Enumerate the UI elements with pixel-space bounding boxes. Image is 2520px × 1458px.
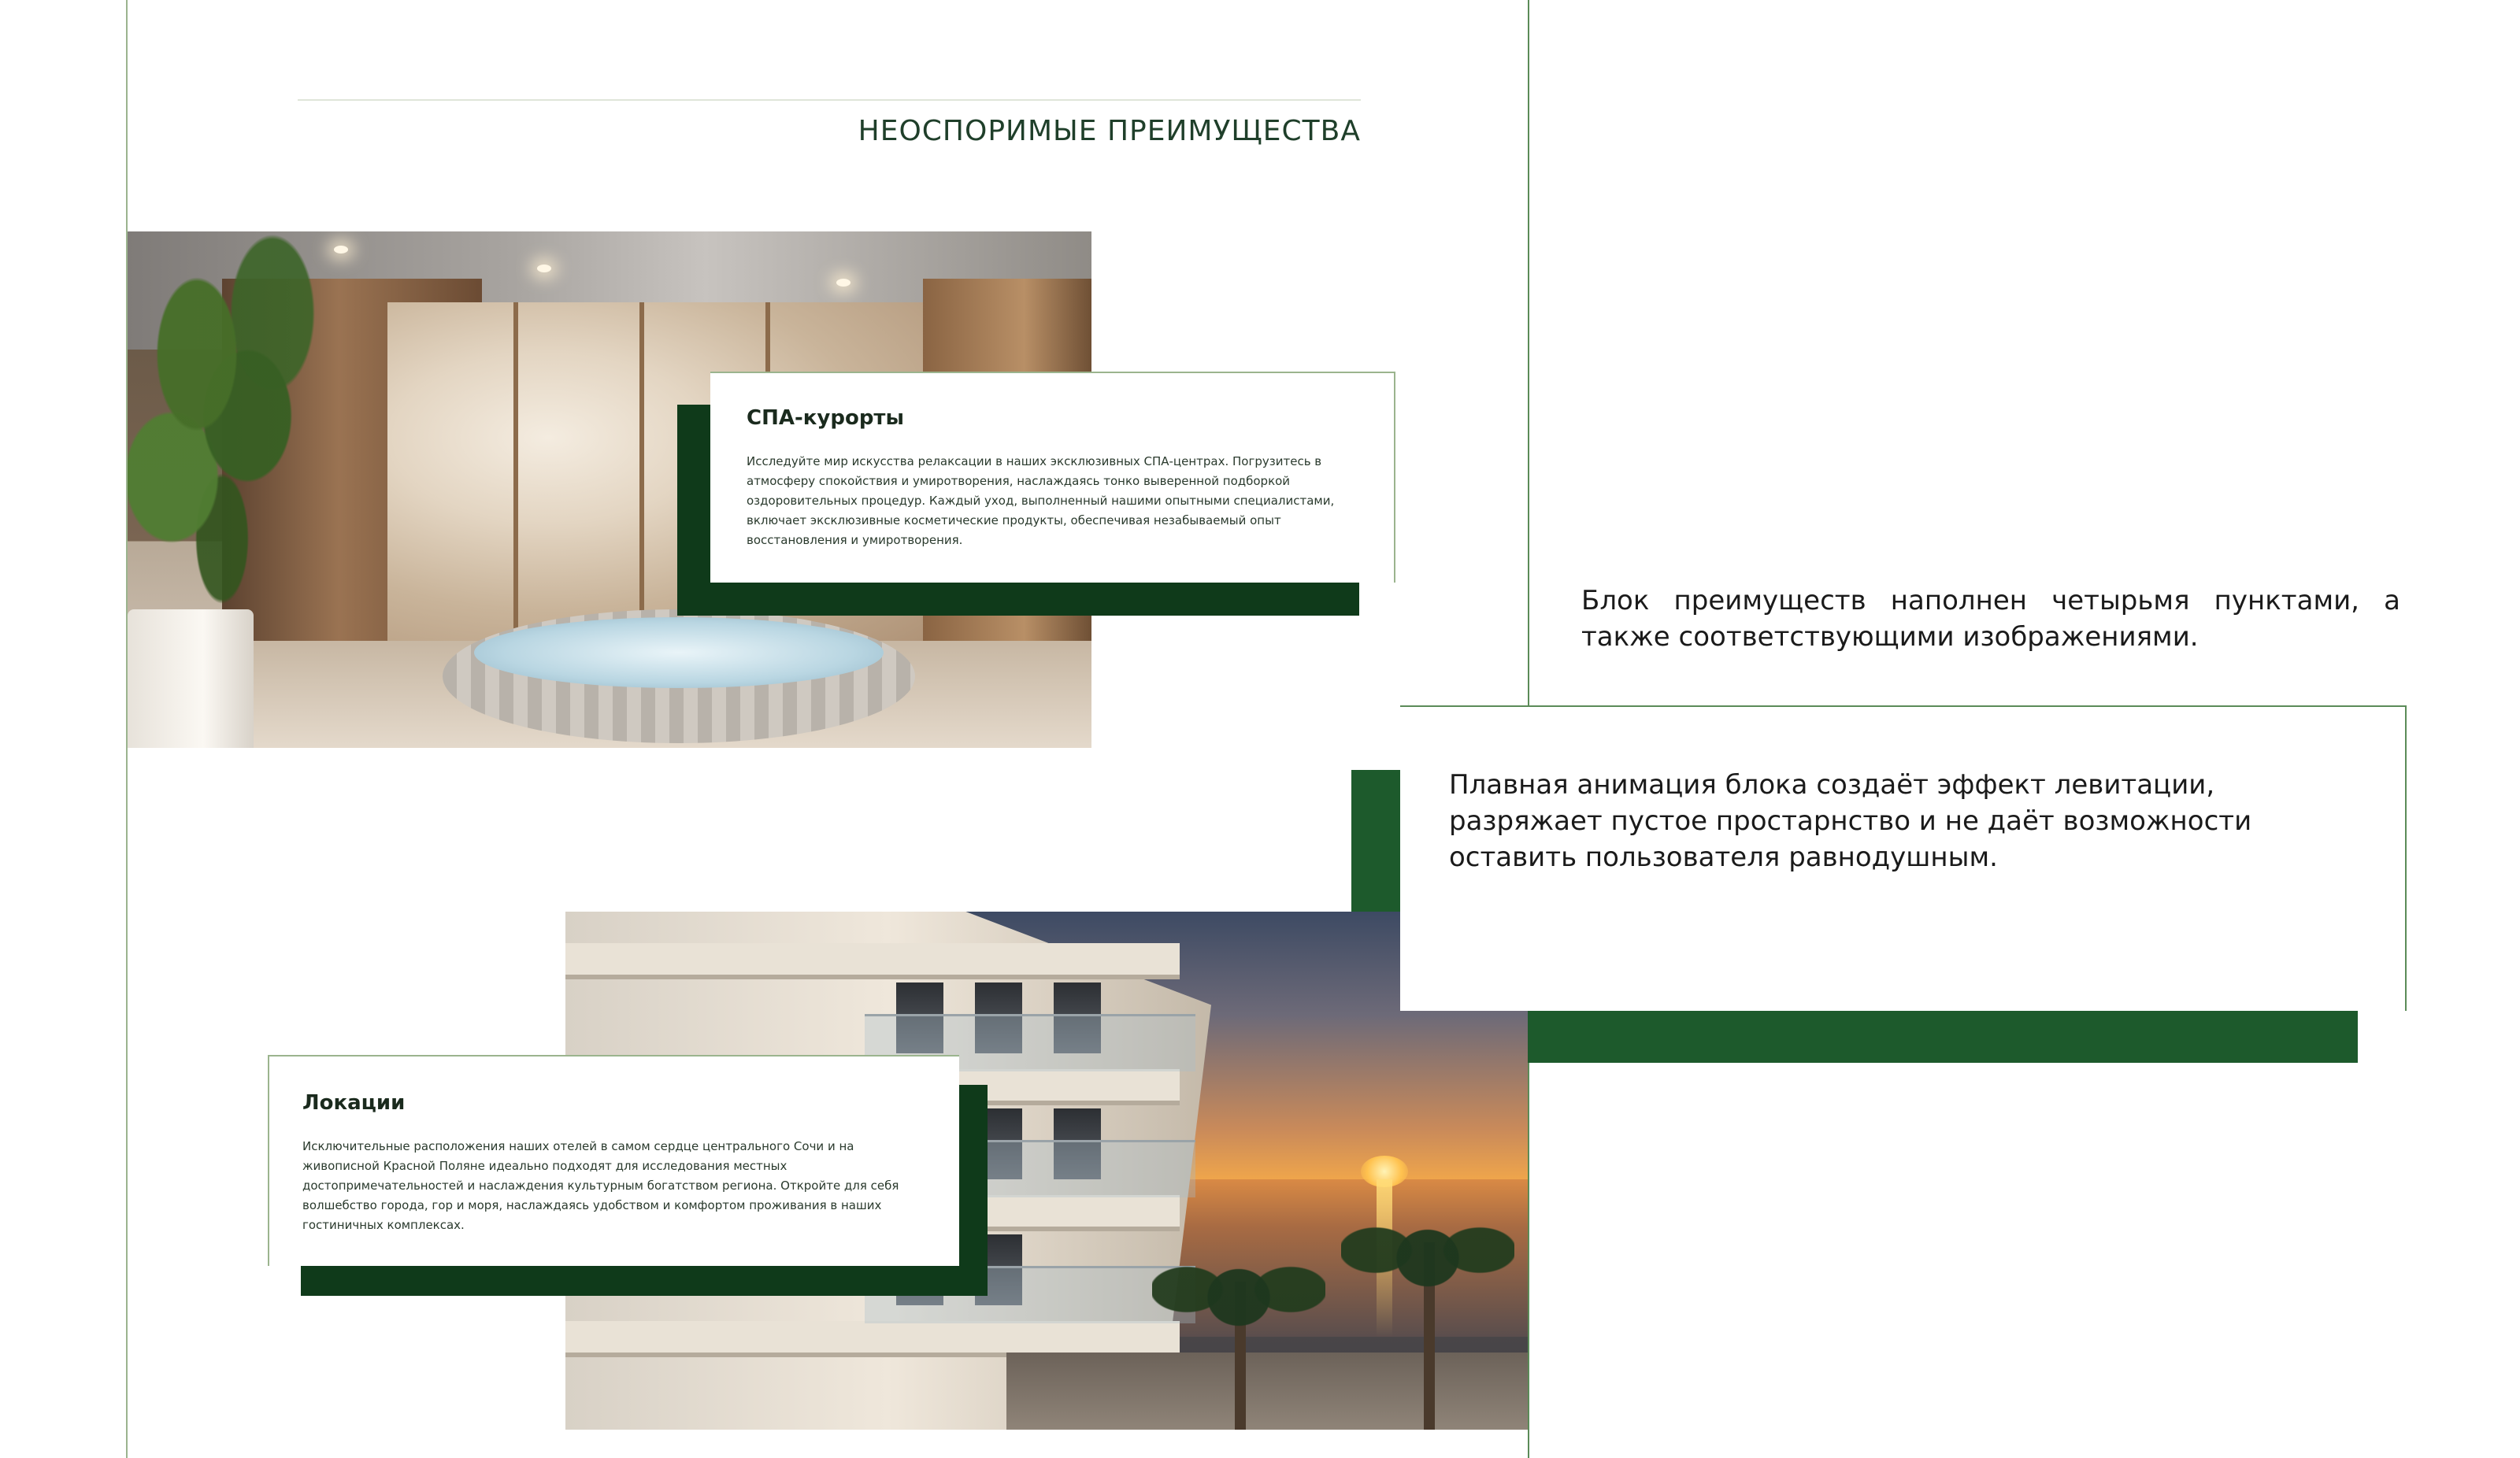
locations-card-title: Локации [302, 1091, 406, 1115]
animation-info-note: Плавная анимация блока создаёт эффект левитации, разряжает пустое простарнство и не даёт возможности оставить пользователя равнодушным. [1449, 769, 2252, 873]
title-divider [298, 99, 1361, 101]
animation-card [1400, 705, 2407, 1011]
block-info-note: Блок преимуществ наполнен четырьмя пунктами, а также соответствующими изображениями. [1581, 585, 2400, 653]
locations-card-text: Исключительные расположения наших отелей в самом сердце центрального Сочи и на живописной Красной Поляне идеально подходят для исследования местных достопримечательностей и наслаждения культурным богатством региона. Откройте для себя волшебство города, гор и моря, наслаждаясь удобством и комфортом проживания в наших гостиничных комплексах. [302, 1139, 899, 1232]
section-title: НЕОСПОРИМЫЕ ПРЕИМУЩЕСТВА [858, 115, 1361, 147]
spa-card-title: СПА-курорты [747, 406, 905, 430]
center-guide-line [1528, 0, 1529, 707]
center-guide-line-lower [1528, 1061, 1529, 1458]
spa-card [710, 372, 1395, 583]
spa-card-text: Исследуйте мир искусства релаксации в наших эксклюзивных СПА-центрах. Погрузитесь в атмосферу спокойствия и умиротворения, наслаждаясь тонко выверенной подборкой оздоровительных процедур. Каждый уход, выполненный нашими опытными специалистами, включает эксклюзивные косметические продукты, обеспечивая незабываемый опыт восстановления и умиротворения. [747, 454, 1335, 547]
locations-card [268, 1055, 959, 1266]
